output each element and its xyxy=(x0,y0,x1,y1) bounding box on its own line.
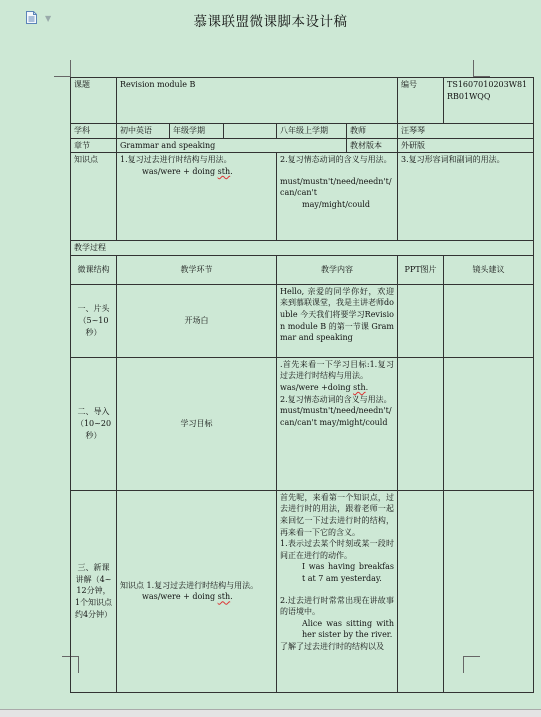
grade-value: 八年级上学期 xyxy=(280,126,328,135)
row-knowledge-points xyxy=(71,153,534,241)
content-cell: 首先呢，来看第一个知识点，过去进行时的用法，跟着老师一起来回忆一下过去进行时的结构，再来看一下它的含义。 1.表示过去某个时刻或某一段时间正在进行的动作。 I was having breakfast at 7 am yesterday. 2.过去进行时常常出现在讲故事的语境中。 Alice was sitting with her sister by the river. 了解了过去进行时的结构以及 xyxy=(277,490,398,692)
code-label: 编号 xyxy=(398,78,444,124)
col-structure: 微课结构 xyxy=(71,255,117,284)
textbook-version-value: 外研版 xyxy=(398,138,534,153)
row-column-headers xyxy=(71,255,534,284)
step-cell: 开场白 xyxy=(117,284,277,357)
subject-value: 初中英语 xyxy=(120,126,152,135)
knowledge-label: 知识点 xyxy=(71,153,117,241)
grade-label: 年级学期 xyxy=(170,124,224,138)
crop-mark-top-right xyxy=(473,60,490,77)
teacher-label: 教师 xyxy=(347,124,398,139)
subject-label: 学科 xyxy=(71,124,117,139)
row-process-header xyxy=(71,241,534,256)
table-row xyxy=(71,284,534,357)
structure-cell: 三、新课讲解（4~12分钟，1个知识点约4分钟） xyxy=(71,490,117,692)
crop-mark-top-left xyxy=(54,60,71,77)
knowledge-point-2: 2.复习情态动词的含义与用法。 must/mustn't/need/needn't/can/can't may/might/could xyxy=(277,153,398,241)
ppt-cell xyxy=(398,284,444,357)
structure-cell: 二、导入（10~20秒） xyxy=(71,357,117,490)
col-camera: 镜头建议 xyxy=(444,255,534,284)
code-value: TS1607010203W81RB01WQQ xyxy=(444,78,534,124)
knowledge-point-1: 1.复习过去进行时结构与用法。 was/were + doing sth. xyxy=(117,153,277,241)
textbook-version-label: 教材版本 xyxy=(347,138,398,153)
ppt-cell xyxy=(398,490,444,692)
camera-cell xyxy=(444,357,534,490)
content-cell: Hello, 亲爱的同学你好，欢迎来到慕联课堂，我是主讲老师double 今天我们将要学习Revision module B 的第一节课 Grammar and speaking xyxy=(277,284,398,357)
row-subject xyxy=(71,124,534,139)
col-ppt: PPT图片 xyxy=(398,255,444,284)
camera-cell xyxy=(444,284,534,357)
table-row xyxy=(71,357,534,490)
row-topic xyxy=(71,78,534,124)
chapter-label: 章节 xyxy=(71,138,117,153)
caret-down-icon[interactable]: ▼ xyxy=(45,14,52,23)
table-row xyxy=(71,490,534,692)
step-cell: 学习目标 xyxy=(117,357,277,490)
camera-cell xyxy=(444,490,534,692)
chapter-value: Grammar and speaking xyxy=(117,138,347,153)
structure-cell: 一、片头（5~10秒） xyxy=(71,284,117,357)
col-step: 教学环节 xyxy=(117,255,277,284)
content-cell: .首先来看一下学习目标:1.复习过去进行时结构与用法。 was/were +doing sth. 2.复习情态动词的含义与用法。 must/mustn't/need/needn't/can/can't may/might/could xyxy=(277,357,398,490)
script-design-table xyxy=(70,77,534,693)
step-cell: 知识点 1.复习过去进行时结构与用法。 was/were + doing sth. xyxy=(117,490,277,692)
ppt-cell xyxy=(398,357,444,490)
process-label: 教学过程 xyxy=(71,241,534,256)
row-chapter xyxy=(71,138,534,153)
teacher-value: 汪琴琴 xyxy=(398,124,534,139)
topic-value: Revision module B xyxy=(117,78,398,124)
page-title: 慕课联盟微课脚本设计稿 xyxy=(193,14,348,30)
topic-label: 课题 xyxy=(71,78,117,124)
knowledge-point-3: 3.复习形容词和副词的用法。 xyxy=(398,153,534,241)
col-content: 教学内容 xyxy=(277,255,398,284)
